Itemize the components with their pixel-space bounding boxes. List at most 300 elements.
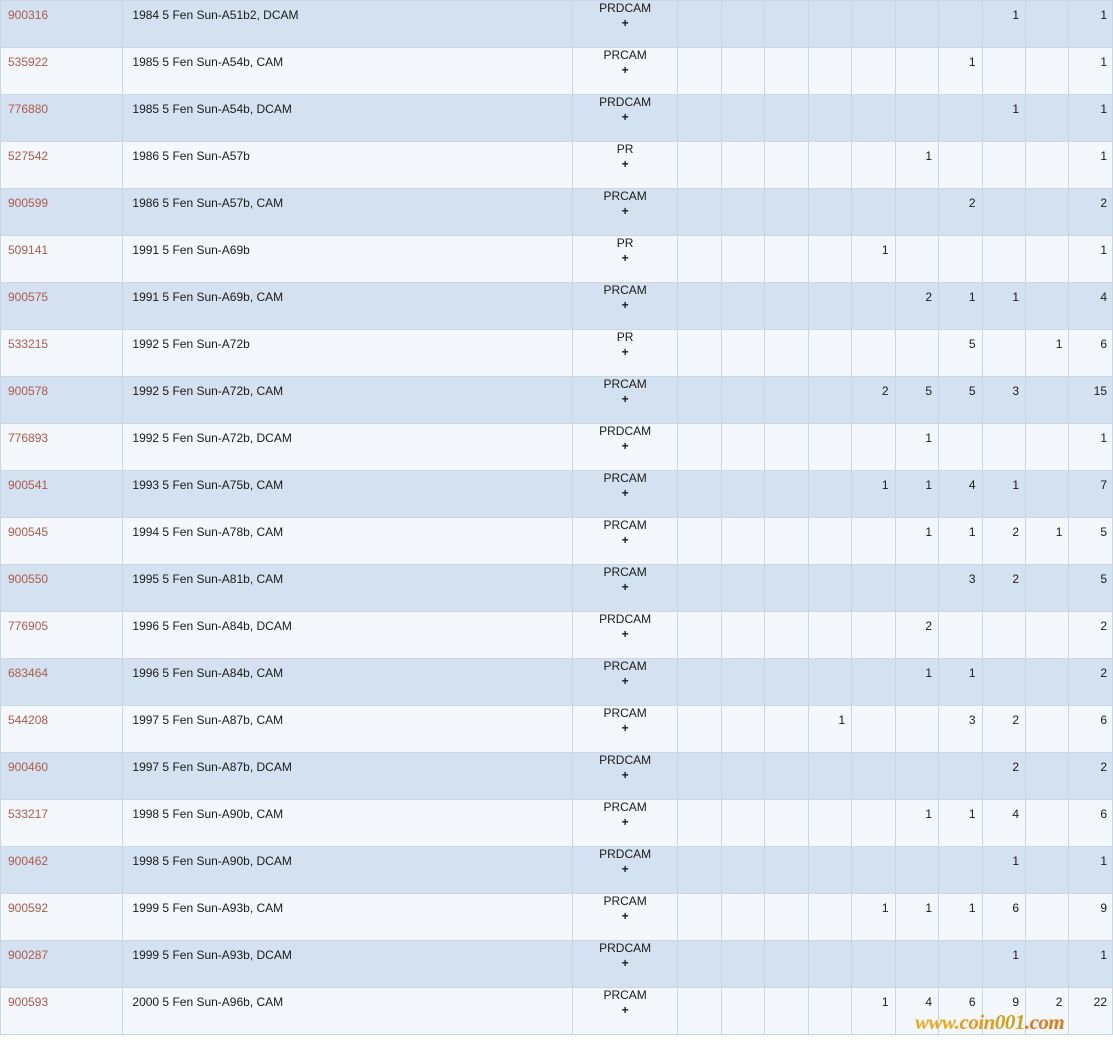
- grade-count-value: [809, 95, 851, 102]
- cell-total: [1069, 941, 1113, 988]
- cell-grade-count: [808, 659, 851, 706]
- grade-count-value: 1: [925, 478, 933, 492]
- grade-count-value: [1026, 283, 1068, 290]
- coin-description: 1996 5 Fen Sun-A84b, CAM: [132, 666, 284, 680]
- cell-grade-count: [939, 753, 982, 800]
- grade-count-value: [896, 48, 938, 55]
- grade-count-value: [939, 95, 981, 102]
- cell-grade-count: [1026, 1, 1069, 48]
- coin-description: 1997 5 Fen Sun-A87b, CAM: [132, 713, 284, 727]
- cell-grade-count: [808, 330, 851, 377]
- cell-certification-id: [1, 894, 123, 941]
- cell-grade: [573, 424, 678, 471]
- grade-count-value: [722, 753, 764, 760]
- cell-grade-count: [808, 1, 851, 48]
- cell-certification-id: [1, 988, 123, 1035]
- cell-grade-count: [982, 236, 1025, 283]
- grade-count-value: [896, 1, 938, 8]
- grade-plus-marker: +: [621, 486, 629, 500]
- grade-count-value: 3: [1012, 384, 1019, 398]
- coin-id-link[interactable]: 533217: [8, 807, 49, 821]
- cell-grade-count: [895, 894, 938, 941]
- cell-grade-count: [939, 471, 982, 518]
- cell-grade-count: [982, 283, 1025, 330]
- grade-count-value: [809, 236, 851, 243]
- grade-plus-marker: +: [621, 16, 629, 30]
- grade-count-value: 2: [925, 290, 933, 304]
- cell-grade-count: [1026, 847, 1069, 894]
- cell-grade-count: [982, 95, 1025, 142]
- grade-count-value: [678, 847, 720, 854]
- grade-plus-marker: +: [621, 251, 629, 265]
- cell-description: [123, 142, 573, 189]
- grade-count-value: [1026, 941, 1068, 948]
- cell-grade-count: [852, 424, 895, 471]
- coin-id-link[interactable]: 683464: [8, 666, 49, 680]
- grade-label: PRCAM: [603, 189, 647, 203]
- grade-count-value: [896, 753, 938, 760]
- cell-grade-count: [678, 941, 721, 988]
- grade-count-value: [852, 283, 894, 290]
- cell-grade-count: [1026, 518, 1069, 565]
- cell-grade: [573, 612, 678, 659]
- cell-grade-count: [1026, 95, 1069, 142]
- watermark-001: 001: [994, 1010, 1025, 1034]
- total-value: 2: [1100, 619, 1107, 633]
- cell-grade-count: [765, 565, 808, 612]
- grade-plus-marker: +: [621, 1003, 629, 1017]
- grade-count-value: [765, 753, 807, 760]
- grade-count-value: 1: [968, 901, 976, 915]
- coin-description: 1994 5 Fen Sun-A78b, CAM: [132, 525, 284, 539]
- cell-grade-count: [852, 894, 895, 941]
- grade-label: PRCAM: [603, 471, 647, 485]
- cell-grade-count: [765, 518, 808, 565]
- grade-count-value: 2: [925, 619, 933, 633]
- grade-count-value: [765, 189, 807, 196]
- cell-grade-count: [895, 330, 938, 377]
- cell-grade-count: [852, 753, 895, 800]
- coin-description: 1992 5 Fen Sun-A72b: [132, 337, 250, 351]
- grade-count-value: [765, 659, 807, 666]
- cell-total: [1069, 659, 1113, 706]
- grade-count-value: [852, 518, 894, 525]
- grade-count-value: [678, 518, 720, 525]
- cell-grade-count: [852, 847, 895, 894]
- cell-grade-count: [1026, 612, 1069, 659]
- cell-grade-count: [808, 847, 851, 894]
- cell-description: [123, 283, 573, 330]
- coin-id-link[interactable]: 900593: [8, 995, 49, 1009]
- cell-grade-count: [678, 518, 721, 565]
- grade-label: PRDCAM: [599, 941, 652, 955]
- cell-grade-count: [721, 894, 764, 941]
- grade-count-value: [852, 48, 894, 55]
- cell-grade-count: [895, 189, 938, 236]
- cell-certification-id: [1, 95, 123, 142]
- grade-count-value: [852, 189, 894, 196]
- grade-count-value: 1: [881, 995, 889, 1009]
- cell-grade-count: [678, 706, 721, 753]
- cell-grade-count: [678, 424, 721, 471]
- cell-grade-count: [852, 330, 895, 377]
- grade-count-value: 1: [968, 290, 976, 304]
- cell-grade-count: [721, 95, 764, 142]
- coin-id-link[interactable]: 776905: [8, 619, 49, 633]
- grade-count-value: [678, 800, 720, 807]
- cell-grade-count: [895, 753, 938, 800]
- coin-description: 1999 5 Fen Sun-A93b, CAM: [132, 901, 284, 915]
- grade-count-value: [722, 471, 764, 478]
- cell-description: [123, 847, 573, 894]
- coin-id-link[interactable]: 900578: [8, 384, 49, 398]
- cell-grade-count: [678, 330, 721, 377]
- cell-grade: [573, 847, 678, 894]
- total-value: 5: [1100, 572, 1107, 586]
- grade-count-value: [722, 377, 764, 384]
- cell-total: [1069, 283, 1113, 330]
- grade-label: PRCAM: [603, 518, 647, 532]
- grade-count-value: 1: [881, 901, 889, 915]
- cell-grade-count: [852, 236, 895, 283]
- grade-count-value: [765, 941, 807, 948]
- grade-count-value: 4: [925, 995, 933, 1009]
- grade-count-value: [678, 706, 720, 713]
- cell-grade-count: [765, 612, 808, 659]
- cell-grade-count: [721, 988, 764, 1035]
- grade-count-value: 2: [1012, 713, 1019, 727]
- cell-grade-count: [721, 800, 764, 847]
- cell-grade: [573, 48, 678, 95]
- grade-label: PRCAM: [603, 48, 647, 62]
- cell-grade-count: [852, 471, 895, 518]
- grade-label: PRDCAM: [599, 753, 652, 767]
- grade-count-value: 3: [968, 713, 976, 727]
- grade-count-value: [722, 283, 764, 290]
- grade-count-value: [852, 95, 894, 102]
- cell-grade-count: [895, 377, 938, 424]
- grade-count-value: [722, 518, 764, 525]
- cell-grade: [573, 95, 678, 142]
- cell-certification-id: [1, 471, 123, 518]
- cell-grade-count: [939, 941, 982, 988]
- grade-count-value: [678, 95, 720, 102]
- total-value: 4: [1100, 290, 1107, 304]
- cell-description: [123, 424, 573, 471]
- cell-description: [123, 377, 573, 424]
- grade-plus-marker: +: [621, 63, 629, 77]
- cell-description: [123, 565, 573, 612]
- cell-grade-count: [895, 518, 938, 565]
- cell-grade-count: [721, 424, 764, 471]
- cell-description: [123, 753, 573, 800]
- cell-certification-id: [1, 753, 123, 800]
- cell-description: [123, 95, 573, 142]
- cell-grade-count: [895, 565, 938, 612]
- cell-description: [123, 941, 573, 988]
- cell-grade-count: [721, 189, 764, 236]
- grade-count-value: [939, 753, 981, 760]
- coin-description: 1985 5 Fen Sun-A54b, DCAM: [132, 102, 292, 116]
- cell-grade-count: [808, 471, 851, 518]
- cell-grade-count: [721, 142, 764, 189]
- cell-grade-count: [765, 424, 808, 471]
- grade-count-value: [765, 142, 807, 149]
- cell-grade: [573, 894, 678, 941]
- coin-id-link[interactable]: 527542: [8, 149, 49, 163]
- watermark-coin: coin: [959, 1010, 995, 1034]
- total-value: 2: [1100, 760, 1107, 774]
- coin-id-link[interactable]: 900462: [8, 854, 49, 868]
- grade-count-value: [983, 330, 1025, 337]
- cell-certification-id: [1, 236, 123, 283]
- cell-total: [1069, 518, 1113, 565]
- cell-certification-id: [1, 706, 123, 753]
- grade-count-value: [809, 941, 851, 948]
- cell-grade-count: [721, 612, 764, 659]
- cell-certification-id: [1, 518, 123, 565]
- cell-grade-count: [982, 565, 1025, 612]
- cell-grade-count: [678, 565, 721, 612]
- cell-grade: [573, 988, 678, 1035]
- grade-count-value: [1026, 424, 1068, 431]
- cell-grade-count: [852, 48, 895, 95]
- grade-count-value: 1: [1055, 337, 1063, 351]
- grade-count-value: [1026, 377, 1068, 384]
- total-value: 7: [1100, 478, 1107, 492]
- cell-grade-count: [678, 847, 721, 894]
- grade-count-value: [765, 894, 807, 901]
- table-row: [1, 894, 1113, 941]
- coin-id-link[interactable]: 900599: [8, 196, 49, 210]
- table-row: [1, 988, 1113, 1035]
- cell-grade-count: [895, 612, 938, 659]
- grade-count-value: [678, 283, 720, 290]
- cell-certification-id: [1, 941, 123, 988]
- cell-total: [1069, 800, 1113, 847]
- cell-grade-count: [721, 471, 764, 518]
- coin-id-link[interactable]: 535922: [8, 55, 49, 69]
- cell-grade-count: [852, 377, 895, 424]
- cell-grade-count: [895, 283, 938, 330]
- coin-id-link[interactable]: 900575: [8, 290, 49, 304]
- grade-count-value: [809, 189, 851, 196]
- table-row: [1, 518, 1113, 565]
- table-row: [1, 142, 1113, 189]
- cell-grade-count: [765, 753, 808, 800]
- cell-grade-count: [939, 518, 982, 565]
- table-row: [1, 659, 1113, 706]
- grade-plus-marker: +: [621, 627, 629, 641]
- grade-count-value: [983, 48, 1025, 55]
- grade-count-value: [809, 659, 851, 666]
- grade-count-value: [1026, 48, 1068, 55]
- cell-grade-count: [982, 894, 1025, 941]
- cell-grade-count: [808, 142, 851, 189]
- cell-grade-count: [939, 424, 982, 471]
- cell-grade-count: [852, 565, 895, 612]
- grade-count-value: [1026, 659, 1068, 666]
- grade-count-value: 1: [1012, 102, 1019, 116]
- table-row: [1, 800, 1113, 847]
- coin-id-link[interactable]: 776880: [8, 102, 49, 116]
- cell-grade-count: [1026, 988, 1069, 1035]
- cell-grade: [573, 565, 678, 612]
- cell-total: [1069, 706, 1113, 753]
- table-row: [1, 753, 1113, 800]
- grade-count-value: [722, 48, 764, 55]
- cell-grade-count: [678, 95, 721, 142]
- grade-count-value: 1: [838, 713, 846, 727]
- grade-count-value: [1026, 565, 1068, 572]
- cell-grade-count: [982, 48, 1025, 95]
- grade-count-value: [1026, 894, 1068, 901]
- grade-count-value: 1: [1012, 290, 1019, 304]
- cell-grade-count: [765, 706, 808, 753]
- cell-grade-count: [678, 377, 721, 424]
- coin-id-link[interactable]: 509141: [8, 243, 49, 257]
- coin-id-link[interactable]: 776893: [8, 431, 49, 445]
- cell-grade-count: [678, 142, 721, 189]
- grade-count-value: 5: [968, 384, 976, 398]
- cell-certification-id: [1, 283, 123, 330]
- cell-grade-count: [808, 48, 851, 95]
- grade-count-value: 1: [925, 525, 933, 539]
- grade-count-value: 5: [968, 337, 976, 351]
- cell-grade: [573, 1, 678, 48]
- grade-count-value: [896, 95, 938, 102]
- grade-plus-marker: +: [621, 298, 629, 312]
- grade-count-value: [809, 471, 851, 478]
- grade-count-value: [765, 800, 807, 807]
- table-row: [1, 283, 1113, 330]
- total-value: 6: [1100, 337, 1107, 351]
- total-value: 1: [1100, 55, 1107, 69]
- cell-grade-count: [852, 612, 895, 659]
- cell-grade-count: [939, 142, 982, 189]
- grade-count-value: 4: [968, 478, 976, 492]
- cell-total: [1069, 471, 1113, 518]
- grade-count-value: 1: [881, 243, 889, 257]
- coin-description: 1999 5 Fen Sun-A93b, DCAM: [132, 948, 292, 962]
- total-value: 1: [1100, 431, 1107, 445]
- coin-id-link[interactable]: 900460: [8, 760, 49, 774]
- grade-plus-marker: +: [621, 674, 629, 688]
- grade-label: PRCAM: [603, 377, 647, 391]
- grade-count-value: [809, 800, 851, 807]
- cell-grade-count: [939, 283, 982, 330]
- grade-count-value: [765, 48, 807, 55]
- grade-label: PRCAM: [603, 565, 647, 579]
- cell-grade: [573, 189, 678, 236]
- cell-grade-count: [765, 142, 808, 189]
- cell-grade-count: [808, 283, 851, 330]
- cell-grade-count: [721, 706, 764, 753]
- total-value: 1: [1100, 854, 1107, 868]
- cell-grade-count: [721, 1, 764, 48]
- grade-label: PRDCAM: [599, 847, 652, 861]
- cell-grade-count: [721, 518, 764, 565]
- cell-total: [1069, 1, 1113, 48]
- cell-grade-count: [1026, 941, 1069, 988]
- cell-total: [1069, 988, 1113, 1035]
- cell-grade-count: [808, 95, 851, 142]
- grade-count-value: [678, 753, 720, 760]
- grade-count-value: [852, 565, 894, 572]
- grade-count-value: [1026, 847, 1068, 854]
- cell-grade-count: [895, 988, 938, 1035]
- coin-id-link[interactable]: 900541: [8, 478, 49, 492]
- grade-count-value: [678, 1, 720, 8]
- grade-plus-marker: +: [621, 110, 629, 124]
- grade-count-value: [809, 847, 851, 854]
- grade-count-value: [896, 565, 938, 572]
- coin-id-link[interactable]: 900316: [8, 8, 49, 22]
- grade-count-value: [939, 1, 981, 8]
- cell-grade-count: [982, 988, 1025, 1035]
- cell-grade-count: [808, 753, 851, 800]
- grade-count-value: 4: [1012, 807, 1019, 821]
- grade-count-value: [1026, 612, 1068, 619]
- cell-grade-count: [982, 518, 1025, 565]
- cell-grade-count: [939, 330, 982, 377]
- cell-grade-count: [895, 1, 938, 48]
- grade-count-value: [809, 48, 851, 55]
- grade-plus-marker: +: [621, 862, 629, 876]
- grade-count-value: 1: [968, 55, 976, 69]
- coin-id-link[interactable]: 900550: [8, 572, 49, 586]
- grade-count-value: [678, 236, 720, 243]
- grade-count-value: 1: [925, 807, 933, 821]
- coin-id-link[interactable]: 533215: [8, 337, 49, 351]
- cell-grade-count: [939, 189, 982, 236]
- grade-count-value: [722, 847, 764, 854]
- grade-count-value: [809, 377, 851, 384]
- grade-count-value: [852, 800, 894, 807]
- cell-description: [123, 659, 573, 706]
- cell-grade-count: [721, 753, 764, 800]
- grade-count-value: 6: [1012, 901, 1019, 915]
- cell-grade: [573, 800, 678, 847]
- grade-count-value: 3: [968, 572, 976, 586]
- coin-id-link[interactable]: 900592: [8, 901, 49, 915]
- cell-grade-count: [1026, 189, 1069, 236]
- cell-grade-count: [982, 1, 1025, 48]
- coin-description: 1995 5 Fen Sun-A81b, CAM: [132, 572, 284, 586]
- coin-id-link[interactable]: 900287: [8, 948, 49, 962]
- grade-count-value: [765, 330, 807, 337]
- grade-count-value: [896, 330, 938, 337]
- cell-description: [123, 988, 573, 1035]
- cell-grade-count: [852, 706, 895, 753]
- grade-count-value: [678, 377, 720, 384]
- grade-count-value: [765, 565, 807, 572]
- coin-id-link[interactable]: 900545: [8, 525, 49, 539]
- grade-count-value: [678, 894, 720, 901]
- grade-label: PRCAM: [603, 283, 647, 297]
- coin-id-link[interactable]: 544208: [8, 713, 49, 727]
- grade-count-value: [765, 518, 807, 525]
- cell-grade-count: [765, 894, 808, 941]
- cell-grade-count: [678, 236, 721, 283]
- grade-count-value: [809, 894, 851, 901]
- cell-grade-count: [982, 800, 1025, 847]
- cell-grade-count: [895, 424, 938, 471]
- cell-grade-count: [852, 142, 895, 189]
- grade-count-value: 1: [925, 431, 933, 445]
- cell-description: [123, 330, 573, 377]
- cell-description: [123, 189, 573, 236]
